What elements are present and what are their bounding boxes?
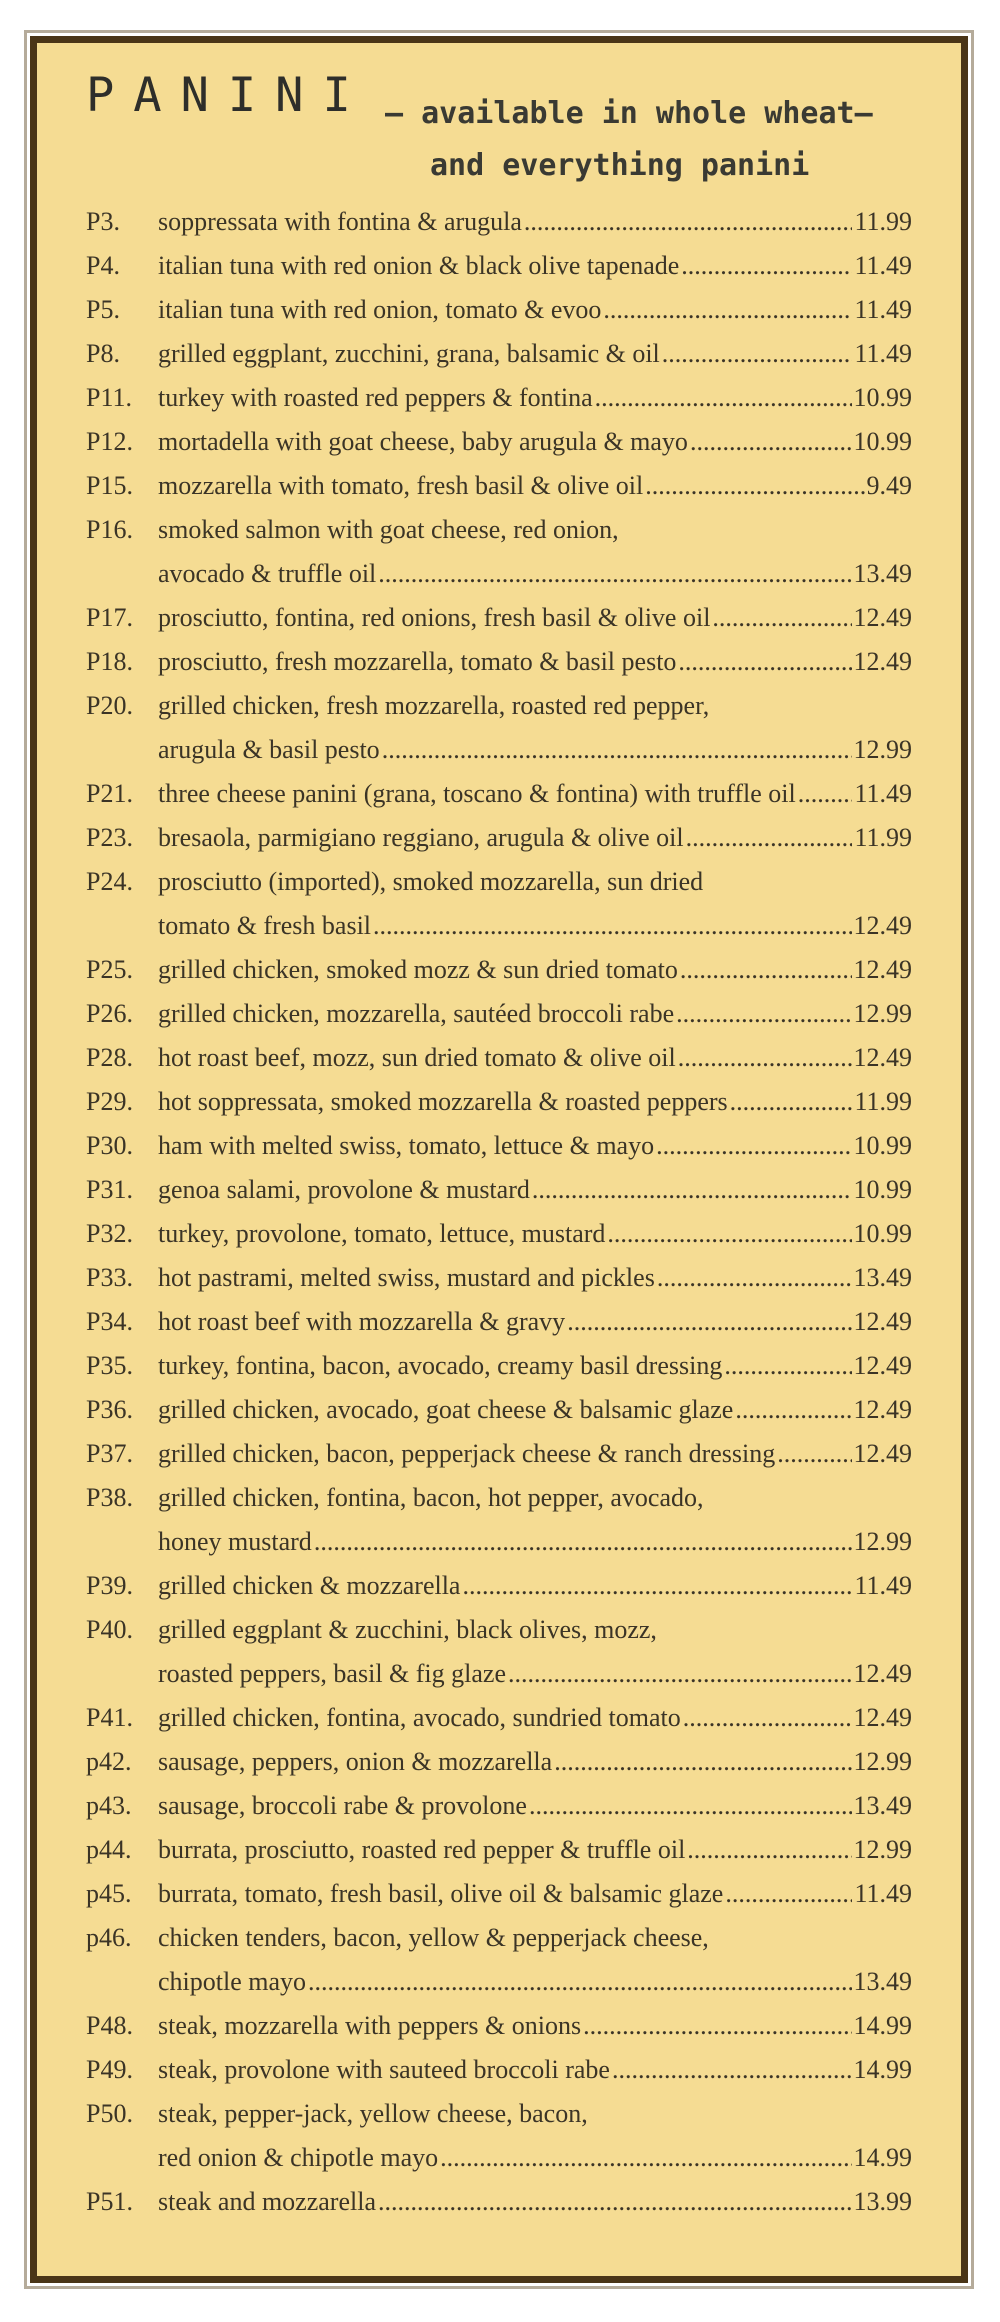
menu-item <box>86 1080 912 1124</box>
dot-leader <box>777 1439 851 1469</box>
menu-item-description: turkey, provolone, tomato, lettuce, mustard <box>158 1219 606 1248</box>
menu-item-price: 11.49 <box>854 339 912 368</box>
menu-item-line <box>86 1300 912 1344</box>
menu-item <box>86 288 912 332</box>
menu-item <box>86 684 912 772</box>
menu-item-price: 13.99 <box>853 2187 912 2216</box>
dot-leader <box>382 735 852 765</box>
menu-item-line <box>86 1784 912 1828</box>
menu-item-code: P23. <box>86 823 133 852</box>
menu-item-price: 12.49 <box>853 1395 912 1424</box>
menu-item-line <box>86 2004 912 2048</box>
menu-item-description: hot pastrami, melted swiss, mustard and pickles <box>158 1263 655 1292</box>
menu-item-line <box>86 376 912 420</box>
menu-item-line <box>86 508 912 552</box>
menu-item-price: 9.49 <box>866 471 912 500</box>
menu-item-line <box>86 2092 912 2136</box>
menu-item <box>86 1740 912 1784</box>
menu-item-description: smoked salmon with goat cheese, red onion, <box>158 515 619 544</box>
menu-item-price: 12.49 <box>853 955 912 984</box>
menu-item <box>86 860 912 948</box>
menu-item <box>86 1476 912 1564</box>
menu-item <box>86 2048 912 2092</box>
menu-item <box>86 2004 912 2048</box>
dot-leader <box>725 1879 852 1909</box>
menu-item-description: prosciutto, fresh mozzarella, tomato & basil pesto <box>158 647 677 676</box>
dot-leader <box>583 2011 851 2041</box>
menu-item-description: grilled chicken, smoked mozz & sun dried tomato <box>158 955 678 984</box>
dot-leader <box>308 1967 851 1997</box>
menu-item-code: P36. <box>86 1395 133 1424</box>
menu-item <box>86 244 912 288</box>
menu-item-price: 10.99 <box>853 1131 912 1160</box>
dot-leader <box>378 2187 852 2217</box>
menu-item-line <box>86 948 912 992</box>
menu-item-line <box>86 1960 912 2004</box>
menu-item-line <box>86 1608 912 1652</box>
dot-leader <box>681 251 852 281</box>
menu-item-price: 11.99 <box>854 207 912 236</box>
menu-item-line <box>86 2048 912 2092</box>
menu-item-price: 12.49 <box>853 1043 912 1072</box>
menu-item-line <box>86 1916 912 1960</box>
menu-item-line <box>86 332 912 376</box>
menu-item-code: P41. <box>86 1703 133 1732</box>
menu-item <box>86 992 912 1036</box>
menu-item-price: 12.49 <box>853 1439 912 1468</box>
menu-item <box>86 1916 912 2004</box>
dot-leader <box>462 1571 852 1601</box>
menu-item-line <box>86 1256 912 1300</box>
dot-leader <box>687 1835 851 1865</box>
dot-leader <box>595 383 852 413</box>
dot-leader <box>532 1175 852 1205</box>
menu-item-description: steak, pepper-jack, yellow cheese, bacon, <box>158 2099 588 2128</box>
menu-item-code: P25. <box>86 955 133 984</box>
menu-item-line <box>86 1168 912 1212</box>
menu-item-price: 11.49 <box>854 1879 912 1908</box>
menu-item-price: 12.99 <box>853 735 912 764</box>
menu-item-line <box>86 860 912 904</box>
menu-item-description: italian tuna with red onion, tomato & evoo <box>158 295 602 324</box>
menu-item-description: roasted peppers, basil & fig glaze <box>158 1659 506 1688</box>
menu-item-price: 10.99 <box>853 1219 912 1248</box>
menu-item-code: P11. <box>86 383 132 412</box>
menu-item-line <box>86 288 912 332</box>
menu-item-description: red onion & chipotle mayo <box>158 2143 439 2172</box>
menu-item-description: burrata, tomato, fresh basil, olive oil & balsamic glaze <box>158 1879 724 1908</box>
menu-item-code: P18. <box>86 647 133 676</box>
menu-item <box>86 1124 912 1168</box>
menu-item <box>86 772 912 816</box>
dot-leader <box>607 1219 851 1249</box>
menu-item-description: soppressata with fontina & arugula <box>158 207 522 236</box>
menu-item-price: 10.99 <box>853 427 912 456</box>
menu-item <box>86 1608 912 1696</box>
menu-item <box>86 2180 912 2224</box>
menu-item <box>86 2092 912 2180</box>
dot-leader <box>678 647 851 677</box>
menu-item <box>86 420 912 464</box>
menu-item <box>86 508 912 596</box>
menu-item-line <box>86 552 912 596</box>
menu-item-description: avocado & truffle oil <box>158 559 377 588</box>
dot-leader <box>603 295 852 325</box>
menu-item-code: P35. <box>86 1351 133 1380</box>
menu-item-price: 12.99 <box>853 1747 912 1776</box>
menu-item <box>86 1564 912 1608</box>
dot-leader <box>678 1043 852 1073</box>
menu-item-description: bresaola, parmigiano reggiano, arugula & olive oil <box>158 823 684 852</box>
menu-item-line <box>86 1388 912 1432</box>
menu-item-price: 14.99 <box>853 2143 912 2172</box>
dot-leader <box>730 1087 853 1117</box>
menu-item-description: mozzarella with tomato, fresh basil & olive oil <box>158 471 644 500</box>
menu-item-code: P34. <box>86 1307 133 1336</box>
dot-leader <box>529 1791 852 1821</box>
menu-item <box>86 1872 912 1916</box>
menu-item-price: 11.99 <box>854 823 912 852</box>
menu-item-line <box>86 1476 912 1520</box>
menu-item-list <box>86 200 912 2224</box>
menu-item-line <box>86 728 912 772</box>
menu-item-code: P48. <box>86 2011 133 2040</box>
menu-item-code: P39. <box>86 1571 133 1600</box>
menu-item-description: sausage, broccoli rabe & provolone <box>158 1791 527 1820</box>
menu-item-price: 12.49 <box>853 647 912 676</box>
dot-leader <box>612 2055 852 2085</box>
menu-item-description: honey mustard <box>158 1527 312 1556</box>
menu-item <box>86 200 912 244</box>
dot-leader <box>508 1659 852 1689</box>
menu-item <box>86 1212 912 1256</box>
dot-leader <box>645 471 864 501</box>
menu-item-code: P17. <box>86 603 133 632</box>
dot-leader <box>712 603 851 633</box>
menu-item <box>86 1168 912 1212</box>
menu-item-description: genoa salami, provolone & mustard <box>158 1175 530 1204</box>
menu-item-price: 12.49 <box>853 1703 912 1732</box>
menu-subtitle-line2: and everything panini <box>430 148 810 183</box>
menu-item-code: P8. <box>86 339 120 368</box>
menu-item-price: 11.49 <box>854 779 912 808</box>
menu-item-code: P30. <box>86 1131 133 1160</box>
menu-subtitle-line1: – available in whole wheat– <box>385 96 873 131</box>
menu-item <box>86 816 912 860</box>
dot-leader <box>554 1747 851 1777</box>
dot-leader <box>567 1307 851 1337</box>
menu-item <box>86 332 912 376</box>
menu-item-line <box>86 1564 912 1608</box>
menu-item <box>86 640 912 684</box>
menu-item-line <box>86 1124 912 1168</box>
menu-item-line <box>86 2136 912 2180</box>
menu-item-description: mortadella with goat cheese, baby arugula & mayo <box>158 427 688 456</box>
menu-item-price: 12.99 <box>853 1835 912 1864</box>
menu-item-code: P33. <box>86 1263 133 1292</box>
menu-item-code: p43. <box>86 1791 132 1820</box>
menu-item-line <box>86 244 912 288</box>
menu-item-code: P32. <box>86 1219 133 1248</box>
menu-item-description: grilled chicken, bacon, pepperjack cheese & ranch dressing <box>158 1439 776 1468</box>
menu-item-description: steak and mozzarella <box>158 2187 376 2216</box>
menu-item-price: 12.49 <box>853 603 912 632</box>
menu-item-line <box>86 1036 912 1080</box>
menu-item-line <box>86 200 912 244</box>
menu-item-code: P3. <box>86 207 120 236</box>
menu-item <box>86 1696 912 1740</box>
menu-item-line <box>86 1872 912 1916</box>
menu-item-line <box>86 1696 912 1740</box>
menu-item-line <box>86 596 912 640</box>
menu-item-code: P20. <box>86 691 133 720</box>
dot-leader <box>657 1263 852 1293</box>
dot-leader <box>798 779 853 809</box>
menu-item-code: P51. <box>86 2187 133 2216</box>
menu-item-price: 12.49 <box>853 911 912 940</box>
menu-item-code: P28. <box>86 1043 133 1072</box>
dot-leader <box>683 1703 852 1733</box>
menu-item-line <box>86 1652 912 1696</box>
menu-item-code: P26. <box>86 999 133 1028</box>
menu-item-description: hot roast beef with mozzarella & gravy <box>158 1307 566 1336</box>
menu-item-description: turkey with roasted red peppers & fontina <box>158 383 593 412</box>
menu-item-price: 13.49 <box>853 559 912 588</box>
menu-item-price: 13.49 <box>853 1263 912 1292</box>
menu-item-line <box>86 816 912 860</box>
menu-item-line <box>86 1740 912 1784</box>
menu-item-description: steak, provolone with sauteed broccoli rabe <box>158 2055 610 2084</box>
menu-item-code: P5. <box>86 295 120 324</box>
menu-item-price: 12.49 <box>853 1307 912 1336</box>
menu-item-code: p46. <box>86 1923 132 1952</box>
menu-item-description: prosciutto (imported), smoked mozzarella, sun dried <box>158 867 704 896</box>
menu-item-description: grilled chicken & mozzarella <box>158 1571 461 1600</box>
menu-item-line <box>86 1520 912 1564</box>
menu-item-code: P4. <box>86 251 120 280</box>
dot-leader <box>686 823 853 853</box>
menu-item-line <box>86 640 912 684</box>
menu-item-line <box>86 464 912 508</box>
menu-item-description: steak, mozzarella with peppers & onions <box>158 2011 582 2040</box>
menu-item-code: p42. <box>86 1747 132 1776</box>
menu-item-description: arugula & basil pesto <box>158 735 380 764</box>
menu-item-code: P29. <box>86 1087 133 1116</box>
menu-item-price: 12.99 <box>853 999 912 1028</box>
menu-item-line <box>86 772 912 816</box>
menu-item <box>86 1344 912 1388</box>
menu-item-description: ham with melted swiss, tomato, lettuce & mayo <box>158 1131 655 1160</box>
menu-item-price: 12.49 <box>853 1351 912 1380</box>
menu-item-description: hot soppressata, smoked mozzarella & roasted peppers <box>158 1087 728 1116</box>
menu-item-price: 13.49 <box>853 1967 912 1996</box>
menu-item-code: P12. <box>86 427 133 456</box>
menu-item-price: 11.99 <box>854 1087 912 1116</box>
dot-leader <box>373 911 851 941</box>
menu-item <box>86 376 912 420</box>
menu-item-line <box>86 904 912 948</box>
menu-item-code: p44. <box>86 1835 132 1864</box>
dot-leader <box>680 955 852 985</box>
menu-item-description: tomato & fresh basil <box>158 911 372 940</box>
menu-item <box>86 464 912 508</box>
dot-leader <box>440 2143 851 2173</box>
menu-item-price: 11.49 <box>854 251 912 280</box>
dot-leader <box>314 1527 852 1557</box>
menu-item-line <box>86 420 912 464</box>
menu-item <box>86 948 912 992</box>
menu-item <box>86 1036 912 1080</box>
menu-item <box>86 1300 912 1344</box>
menu-item-description: grilled eggplant, zucchini, grana, balsamic & oil <box>158 339 660 368</box>
menu-item-description: grilled eggplant & zucchini, black olives, mozz, <box>158 1615 657 1644</box>
menu-item-line <box>86 2180 912 2224</box>
menu-item-price: 10.99 <box>853 383 912 412</box>
menu-item-description: chicken tenders, bacon, yellow & pepperjack cheese, <box>158 1923 709 1952</box>
menu-item-description: turkey, fontina, bacon, avocado, creamy basil dressing <box>158 1351 723 1380</box>
menu-item-description: grilled chicken, mozzarella, sautéed broccoli rabe <box>158 999 675 1028</box>
menu-item-code: P50. <box>86 2099 133 2128</box>
menu-item <box>86 1388 912 1432</box>
menu-item-description: grilled chicken, fontina, avocado, sundried tomato <box>158 1703 681 1732</box>
dot-leader <box>524 207 853 237</box>
menu-item-description: burrata, prosciutto, roasted red pepper & truffle oil <box>158 1835 686 1864</box>
menu-item-code: p45. <box>86 1879 132 1908</box>
menu-item-description: three cheese panini (grana, toscano & fontina) with truffle oil <box>158 779 796 808</box>
menu-item-code: P16. <box>86 515 133 544</box>
dot-leader <box>378 559 851 589</box>
menu-item <box>86 1256 912 1300</box>
menu-item-price: 14.99 <box>853 2011 912 2040</box>
menu-item-line <box>86 1432 912 1476</box>
menu-item-code: P40. <box>86 1615 133 1644</box>
menu-item-line <box>86 1080 912 1124</box>
menu-item-description: hot roast beef, mozz, sun dried tomato & olive oil <box>158 1043 676 1072</box>
dot-leader <box>735 1395 851 1425</box>
dot-leader <box>662 339 853 369</box>
menu-item-description: grilled chicken, fresh mozzarella, roasted red pepper, <box>158 691 710 720</box>
menu-title: PANINI <box>86 68 370 123</box>
menu-item-price: 12.49 <box>853 1659 912 1688</box>
dot-leader <box>676 999 851 1029</box>
menu-item-price: 11.49 <box>854 1571 912 1600</box>
menu-item <box>86 1432 912 1476</box>
menu-item-description: chipotle mayo <box>158 1967 307 1996</box>
menu-item-description: italian tuna with red onion & black olive tapenade <box>158 251 680 280</box>
menu-item-line <box>86 1212 912 1256</box>
menu-item-code: P24. <box>86 867 133 896</box>
menu-item-line <box>86 1828 912 1872</box>
menu-item-code: P15. <box>86 471 133 500</box>
menu-item <box>86 1828 912 1872</box>
menu-item-price: 10.99 <box>853 1175 912 1204</box>
menu-item-price: 12.99 <box>853 1527 912 1556</box>
menu-item-line <box>86 684 912 728</box>
menu-item-description: grilled chicken, avocado, goat cheese & balsamic glaze <box>158 1395 734 1424</box>
menu-item <box>86 596 912 640</box>
dot-leader <box>724 1351 851 1381</box>
menu-item-description: prosciutto, fontina, red onions, fresh basil & olive oil <box>158 603 711 632</box>
dot-leader <box>656 1131 851 1161</box>
menu-item-line <box>86 992 912 1036</box>
dot-leader <box>690 427 852 457</box>
menu-item-code: P37. <box>86 1439 133 1468</box>
menu-item-code: P31. <box>86 1175 133 1204</box>
menu-item-description: sausage, peppers, onion & mozzarella <box>158 1747 553 1776</box>
menu-item-price: 13.49 <box>853 1791 912 1820</box>
menu-item-description: grilled chicken, fontina, bacon, hot pepper, avocado, <box>158 1483 704 1512</box>
menu-item-price: 11.49 <box>854 295 912 324</box>
menu-item <box>86 1784 912 1828</box>
menu-item-code: P38. <box>86 1483 133 1512</box>
menu-item-price: 14.99 <box>853 2055 912 2084</box>
menu-item-code: P49. <box>86 2055 133 2084</box>
menu-item-line <box>86 1344 912 1388</box>
menu-item-code: P21. <box>86 779 133 808</box>
